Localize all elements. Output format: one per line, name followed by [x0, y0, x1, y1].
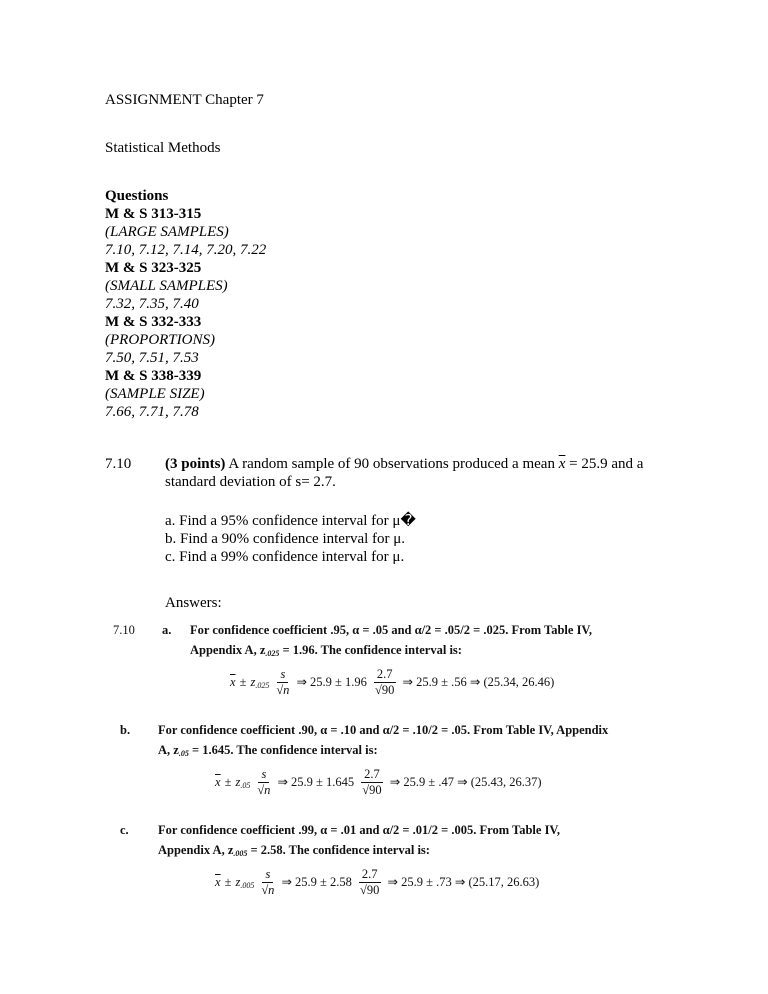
denominator: √90: [360, 883, 380, 897]
z-symbol: [235, 775, 250, 790]
problem-text: = 25.9 and a: [565, 456, 644, 472]
numerator: 2.7: [374, 667, 396, 683]
numerator: s: [277, 667, 288, 683]
formula-result: ⇒ 25.9 ± .47 ⇒ (25.43, 26.37): [389, 775, 542, 789]
solution-number: 7.10: [113, 623, 135, 637]
ci-formula: [215, 867, 539, 898]
z-subscript: .05: [178, 749, 189, 758]
part-a: a. Find a 95% confidence interval for μ�: [165, 513, 416, 529]
fraction: [361, 767, 383, 798]
denominator: √n: [261, 883, 275, 897]
question-group-items: 7.50, 7.51, 7.53: [105, 350, 199, 366]
s-over-root-n: [257, 767, 270, 798]
s-over-root-n: [261, 867, 274, 898]
question-group-topic: (LARGE SAMPLES): [105, 224, 229, 240]
z-letter: z: [250, 675, 256, 689]
denominator: √90: [362, 783, 382, 797]
xbar-symbol: $\overline{x}$: [215, 875, 221, 889]
problem-statement: [165, 455, 643, 473]
z-subscript: .005: [233, 849, 248, 858]
question-group-ref: M & S 313-315: [105, 206, 202, 222]
answers-label: Answers:: [165, 595, 222, 611]
z-letter: z: [235, 875, 241, 889]
numerator: s: [262, 867, 273, 883]
xbar-symbol: $\overline{x}$: [230, 675, 236, 689]
z-symbol: [235, 875, 254, 890]
s-over-root-n: [276, 667, 289, 698]
problem-text: A random sample of 90 observations produced a mean: [225, 456, 559, 472]
solution-line: [190, 641, 462, 659]
problem-text: standard deviation of s= 2.7.: [165, 474, 336, 490]
plus-minus: ±: [224, 875, 232, 889]
ci-formula: [215, 767, 542, 798]
solution-line: For confidence coefficient .90, α = .10 and α/2 = .10/2 = .05. From Table IV, Appendix: [158, 723, 609, 737]
denominator: √n: [257, 783, 271, 797]
solution-line: For confidence coefficient .95, α = .05 and α/2 = .05/2 = .025. From Table IV,: [190, 623, 592, 637]
plus-minus: ±: [224, 775, 232, 789]
part-b: b. Find a 90% confidence interval for μ.: [165, 531, 406, 547]
numerator: 2.7: [361, 767, 383, 783]
solution-line: [158, 841, 430, 859]
solution-part-label: b.: [120, 723, 131, 737]
numerator: 2.7: [359, 867, 381, 883]
question-group-ref: M & S 338-339: [105, 368, 202, 384]
doc-title: ASSIGNMENT Chapter 7: [105, 92, 264, 108]
z-subscript: .005: [240, 881, 255, 890]
fraction: [374, 667, 396, 698]
solution-text: = 2.58. The confidence interval is:: [247, 843, 430, 857]
question-group-items: 7.10, 7.12, 7.14, 7.20, 7.22: [105, 242, 267, 258]
problem-points: (3 points): [165, 456, 226, 472]
solution-text: = 1.96. The confidence interval is:: [279, 643, 462, 657]
solution-text: Appendix A, z: [190, 643, 266, 657]
xbar-symbol: $\overline{x}$: [215, 775, 221, 789]
z-subscript: .05: [240, 781, 251, 790]
question-group-ref: M & S 323-325: [105, 260, 202, 276]
z-subscript: .025: [265, 649, 280, 658]
numerator: s: [258, 767, 269, 783]
question-group-items: 7.66, 7.71, 7.78: [105, 404, 199, 420]
solution-line: For confidence coefficient .99, α = .01 and α/2 = .01/2 = .005. From Table IV,: [158, 823, 560, 837]
solution-part-label: a.: [162, 623, 172, 637]
ci-formula: [230, 667, 554, 698]
formula-mid: ⇒ 25.9 ± 1.96: [296, 675, 367, 689]
formula-mid: ⇒ 25.9 ± 1.645: [277, 775, 355, 789]
denominator: √90: [375, 683, 395, 697]
solution-text: A, z: [158, 743, 179, 757]
formula-result: ⇒ 25.9 ± .56 ⇒ (25.34, 26.46): [402, 675, 555, 689]
z-letter: z: [235, 775, 241, 789]
problem-number: 7.10: [105, 456, 132, 472]
solution-text: = 1.645. The confidence interval is:: [188, 743, 378, 757]
question-group-items: 7.32, 7.35, 7.40: [105, 296, 199, 312]
formula-result: ⇒ 25.9 ± .73 ⇒ (25.17, 26.63): [387, 875, 540, 889]
plus-minus: ±: [239, 675, 247, 689]
z-symbol: [250, 675, 269, 690]
question-group-ref: M & S 332-333: [105, 314, 202, 330]
doc-subtitle: Statistical Methods: [105, 140, 221, 156]
z-subscript: .025: [255, 681, 270, 690]
denominator: √n: [276, 683, 290, 697]
questions-heading: Questions: [105, 188, 169, 204]
formula-mid: ⇒ 25.9 ± 2.58: [281, 875, 352, 889]
fraction: [359, 867, 381, 898]
solution-line: [158, 741, 378, 759]
part-c: c. Find a 99% confidence interval for μ.: [165, 549, 405, 565]
solution-text: Appendix A, z: [158, 843, 234, 857]
question-group-topic: (SMALL SAMPLES): [105, 278, 228, 294]
solution-part-label: c.: [120, 823, 129, 837]
question-group-topic: (PROPORTIONS): [105, 332, 215, 348]
xbar-symbol: $\overline{x}$: [558, 456, 566, 472]
question-group-topic: (SAMPLE SIZE): [105, 386, 205, 402]
